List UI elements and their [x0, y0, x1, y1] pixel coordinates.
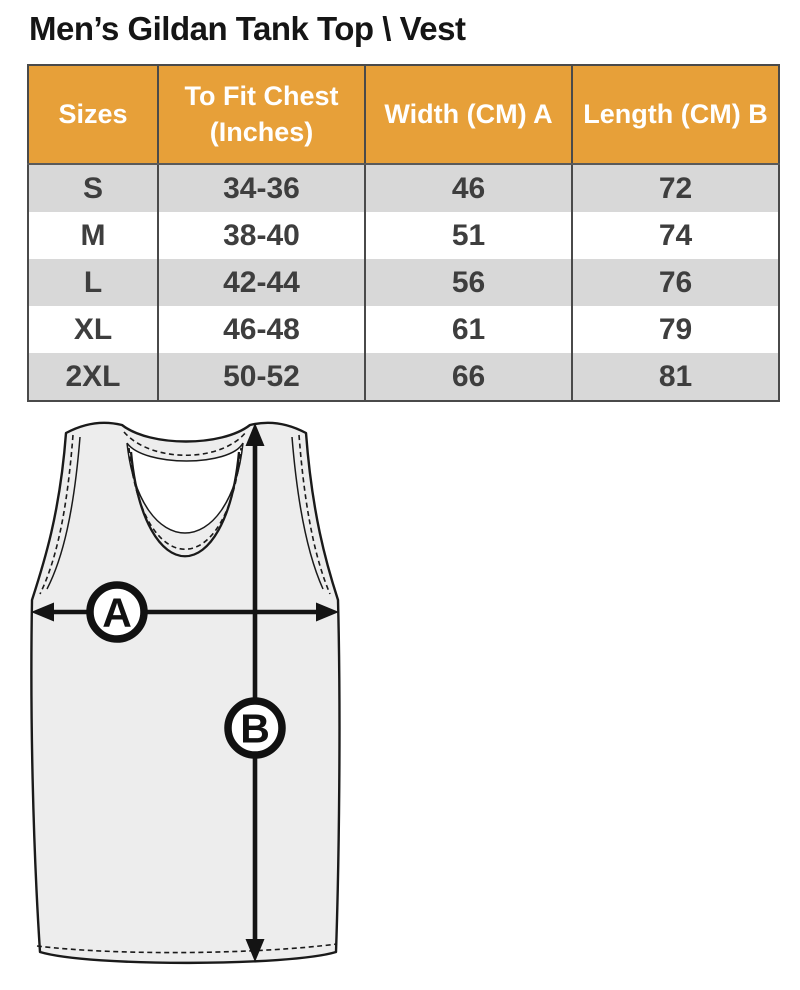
length-label: B [240, 705, 270, 752]
size-cell: XL [28, 306, 158, 353]
length-cell: 72 [572, 164, 779, 212]
column-header-length: Length (CM) B [572, 65, 779, 164]
chest-cell: 46-48 [158, 306, 365, 353]
width-cell: 56 [365, 259, 572, 306]
length-cell: 81 [572, 353, 779, 401]
width-cell: 66 [365, 353, 572, 401]
chest-cell: 34-36 [158, 164, 365, 212]
column-header-sizes: Sizes [28, 65, 158, 164]
length-label-badge [228, 701, 282, 755]
width-cell: 46 [365, 164, 572, 212]
table-row [28, 353, 779, 401]
table-row [28, 212, 779, 259]
size-chart-table [27, 64, 780, 402]
chest-cell: 38-40 [158, 212, 365, 259]
size-chart-header-row [28, 65, 779, 164]
chest-cell: 42-44 [158, 259, 365, 306]
length-cell: 76 [572, 259, 779, 306]
size-cell: M [28, 212, 158, 259]
width-cell: 51 [365, 212, 572, 259]
length-cell: 79 [572, 306, 779, 353]
size-cell: S [28, 164, 158, 212]
size-cell: L [28, 259, 158, 306]
table-row [28, 259, 779, 306]
tank-top-measurement-diagram [0, 395, 400, 985]
table-row [28, 306, 779, 353]
column-header-chest: To Fit Chest (Inches) [158, 65, 365, 164]
page-title: Men’s Gildan Tank Top \ Vest [29, 10, 466, 47]
table-row [28, 164, 779, 212]
size-cell: 2XL [28, 353, 158, 401]
width-cell: 61 [365, 306, 572, 353]
tank-top-body [31, 423, 339, 963]
width-label-badge [90, 585, 144, 639]
length-cell: 74 [572, 212, 779, 259]
column-header-width: Width (CM) A [365, 65, 572, 164]
tank-top-illustration [0, 395, 400, 985]
width-label: A [102, 589, 132, 636]
chest-cell: 50-52 [158, 353, 365, 401]
